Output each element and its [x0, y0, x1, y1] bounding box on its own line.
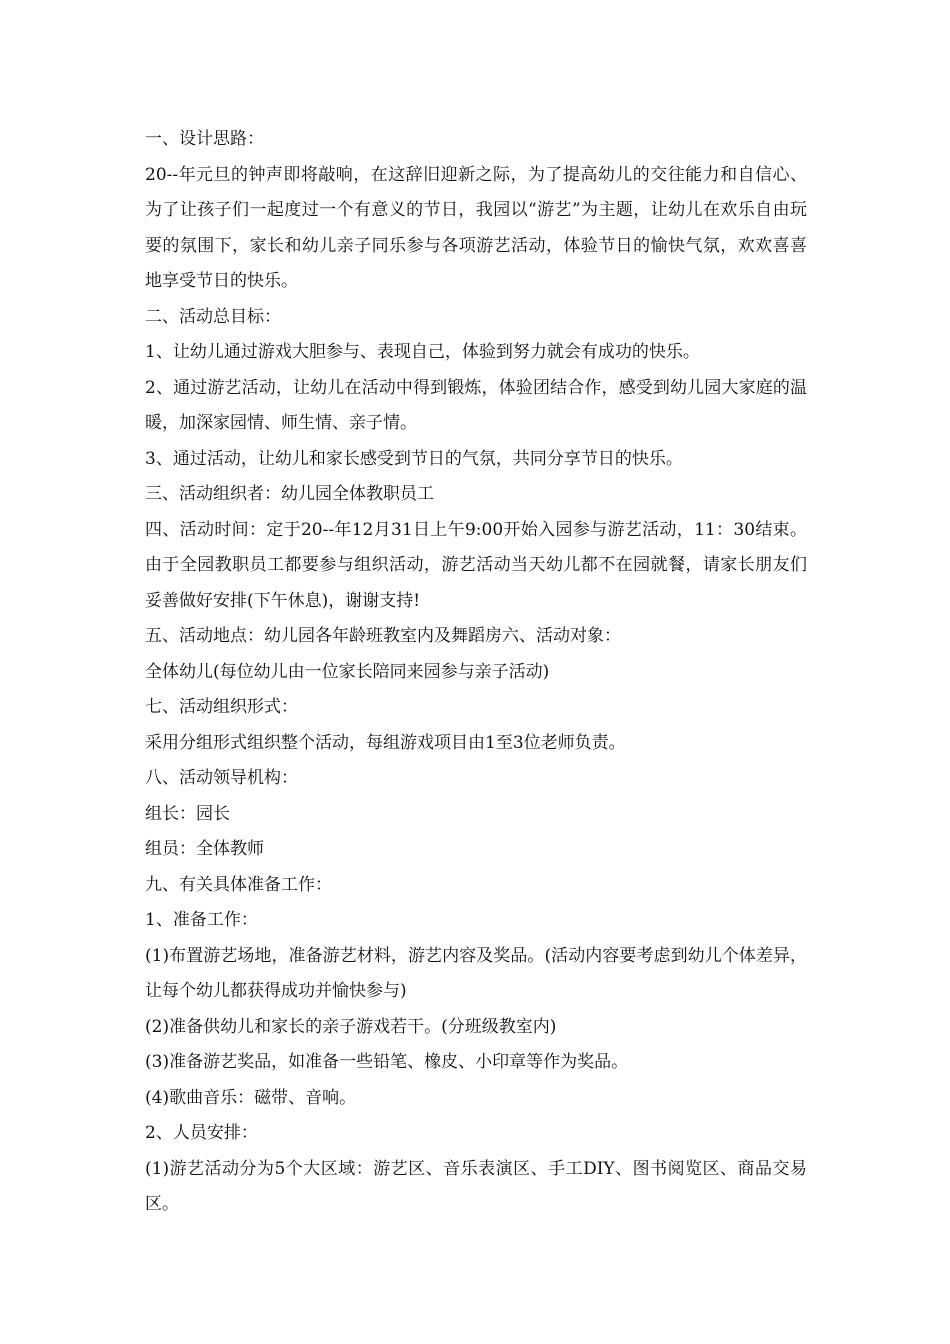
- paragraph-goal-3: 3、通过活动，让幼儿和家长感受到节日的气氛，共同分享节日的快乐。: [145, 448, 683, 469]
- paragraph-leader: 组长：园长: [145, 803, 230, 824]
- list-item-prep-3: (3)准备游艺奖品，如准备一些铅笔、橡皮、小印章等作为奖品。: [145, 1052, 629, 1072]
- paragraph-design: 20--年元旦的钟声即将敲响，在这辞旧迎新之际，为了提高幼儿的交往能力和自信心、为了让孩子们一起度过一个有意义的节日，我园以“游艺”为主题，让幼儿在欢乐自由玩要的氛围下，家长和幼儿亲子同乐参与各项游艺活动，体验节日的愉快气氛，欢欢喜喜地享受节日的快乐。: [145, 164, 807, 291]
- list-item-prep-1: (1)布置游艺场地，准备游艺材料，游艺内容及奖品。(活动内容要考虑到幼儿个体差异，让每个幼儿都获得成功并愉快参与): [145, 945, 807, 1001]
- section-heading-format: 七、活动组织形式：: [145, 697, 298, 717]
- paragraph-members: 组员：全体教师: [145, 839, 264, 859]
- list-item-prep-4: (4)歌曲音乐：磁带、音响。: [145, 1087, 357, 1108]
- paragraph-participants: 全体幼儿(每位幼儿由一位家长陪同来园参与亲子活动): [145, 661, 550, 682]
- section-heading-goals: 二、活动总目标：: [145, 306, 281, 327]
- paragraph-location: 五、活动地点：幼儿园各年龄班教室内及舞蹈房六、活动对象：: [145, 626, 621, 646]
- list-item-staffing-1: (1)游艺活动分为5个大区域：游艺区、音乐表演区、手工DIY、图书阅览区、商品交易区。: [145, 1158, 807, 1214]
- subheading-prep-work: 1、准备工作：: [145, 910, 258, 930]
- section-heading-design: 一、设计思路：: [145, 129, 264, 149]
- section-heading-leadership: 八、活动领导机构：: [145, 768, 298, 788]
- document-body: [145, 122, 807, 1223]
- section-heading-preparation: 九、有关具体准备工作：: [145, 874, 332, 895]
- section-heading-organizer: 三、活动组织者：幼儿园全体教职员工: [145, 484, 434, 504]
- paragraph-time: 四、活动时间：定于20--年12月31日上午9:00开始入园参与游艺活动，11：30结束。由于全园教职员工都要参与组织活动，游艺活动当天幼儿都不在园就餐，请家长朋友们妥善做好安排(下午休息)，谢谢支持!: [145, 519, 807, 611]
- subheading-staffing: 2、人员安排：: [145, 1123, 258, 1143]
- paragraph-format: 采用分组形式组织整个活动，每组游戏项目由1至3位老师负责。: [145, 732, 626, 753]
- paragraph-goal-1: 1、让幼儿通过游戏大胆参与、表现自己，体验到努力就会有成功的快乐。: [145, 342, 700, 362]
- list-item-prep-2: (2)准备供幼儿和家长的亲子游戏若干。(分班级教室内): [145, 1016, 557, 1037]
- paragraph-goal-2: 2、通过游艺活动，让幼儿在活动中得到锻炼，体验团结合作，感受到幼儿园大家庭的温暖，加深家园情、师生情、亲子情。: [145, 377, 807, 433]
